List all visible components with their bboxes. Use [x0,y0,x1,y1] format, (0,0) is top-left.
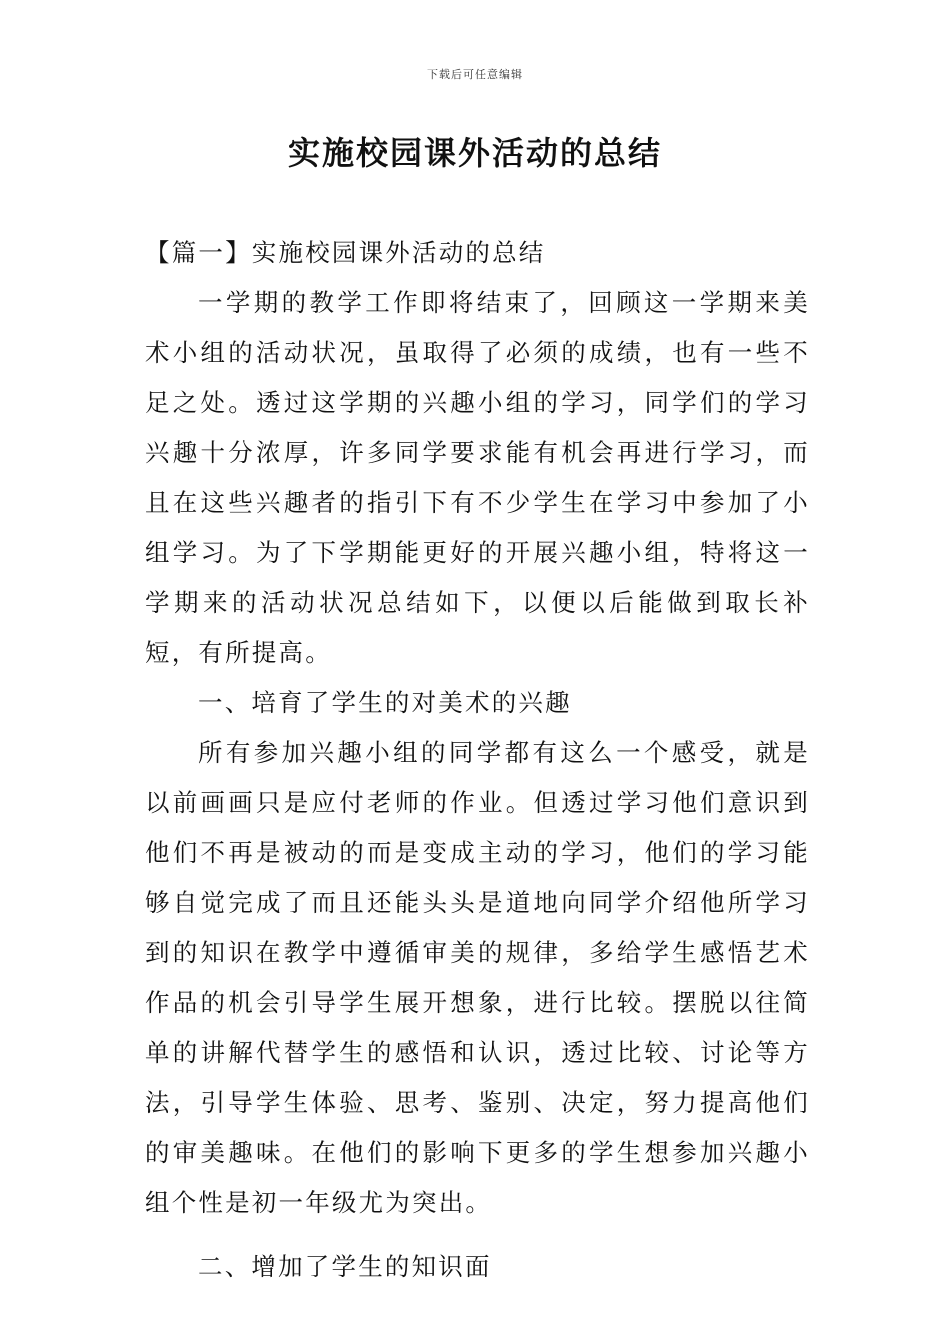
paragraph-intro: 一学期的教学工作即将结束了，回顾这一学期来美术小组的活动状况，虽取得了必须的成绩，也有一些不足之处。透过这学期的兴趣小组的学习，同学们的学习兴趣十分浓厚，许多同学要求能有机会再进行学习，而且在这些兴趣者的指引下有不少学生在学习中参加了小组学习。为了下学期能更好的开展兴趣小组，特将这一学期来的活动状况总结如下，以便以后能做到取长补短，有所提高。 [145,288,810,667]
header-note: 下载后可任意编辑 [427,68,523,81]
section-heading: 【篇一】实施校园课外活动的总结 [145,238,546,267]
paragraph-interest: 所有参加兴趣小组的同学都有这么一个感受，就是以前画画只是应付老师的作业。但透过学习他们意识到他们不再是被动的而是变成主动的学习，他们的学习能够自觉完成了而且还能头头是道地向同学介绍他所学习到的知识在教学中遵循审美的规律，多给学生感悟艺术作品的机会引导学生展开想象，进行比较。摆脱以往简单的讲解代替学生的感悟和认识，透过比较、讨论等方法，引导学生体验、思考、鉴别、决定，努力提高他们的审美趣味。在他们的影响下更多的学生想参加兴趣小组个性是初一年级尤为突出。 [145,738,810,1217]
subheading-knowledge: 二、增加了学生的知识面 [198,1252,492,1281]
subheading-interest: 一、培育了学生的对美术的兴趣 [198,688,572,717]
document-body [145,228,810,1292]
document-title: 实施校园课外活动的总结 [287,134,662,172]
